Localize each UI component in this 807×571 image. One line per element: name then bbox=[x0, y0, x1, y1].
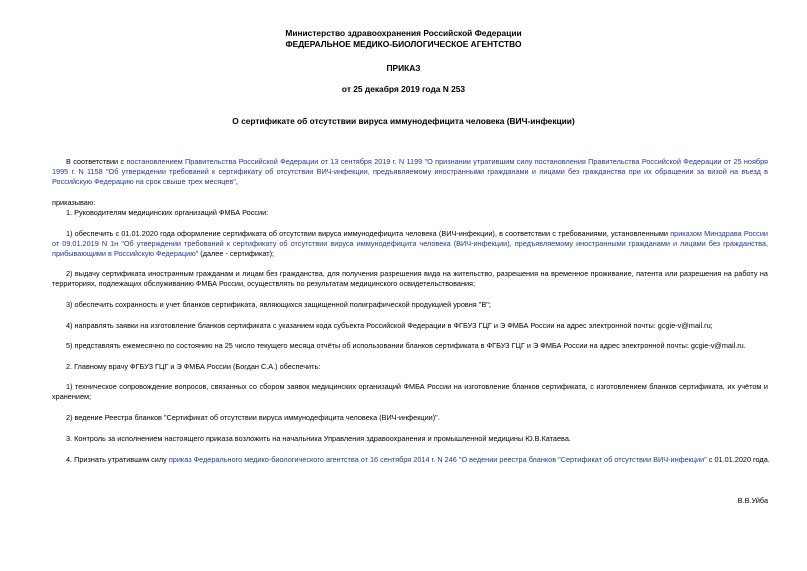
item-4-link[interactable]: приказ Федерального медико-биологического агентства от 16 сентября 2014 г. N 246 "О ведении реестра бланков "Сертификат об отсутствии ВИЧ-инфекции" bbox=[168, 455, 707, 464]
document-date-number: от 25 декабря 2019 года N 253 bbox=[341, 84, 466, 94]
item-1: 1. Руководителям медицинских организаций ФМБА России: bbox=[66, 208, 269, 217]
preamble-text: В соответствии с bbox=[66, 157, 127, 166]
item-1-4: 4) направлять заявки на изготовление бланков сертификата с указанием кода субъекта Российской Федерации в ФГБУЗ ГЦГ и Э ФМБА России на адрес электронной почты: gcgie-v@mail.ru; bbox=[66, 321, 713, 330]
order-word: приказываю: bbox=[52, 198, 96, 207]
item-4 bbox=[66, 455, 770, 465]
agency-name: ФЕДЕРАЛЬНОЕ МЕДИКО-БИОЛОГИЧЕСКОЕ АГЕНТСТВО bbox=[285, 39, 522, 49]
item-1-1-text: 1) обеспечить с 01.01.2020 года оформление сертификата об отсутствии вируса иммунодефицита человека (ВИЧ-инфекции), в соответствии с требованиями, установленными bbox=[66, 229, 671, 238]
item-1-1-text-end: (далее - сертификат); bbox=[198, 249, 275, 258]
preamble-text-end: , bbox=[235, 177, 238, 186]
preamble-paragraph bbox=[52, 157, 768, 187]
item-1-2: 2) выдачу сертификата иностранным гражданам и лицам без гражданства, для получения разрешения вида на жительство, разрешения на временное проживание, патента или разрешения на работу на территориях, подлежащих обслуживанию ФМБА России, осуществлять по результатам медицинского освидетельствования; bbox=[52, 269, 768, 288]
item-2: 2. Главному врачу ФГБУЗ ГЦГ и Э ФМБА России (Богдан С.А.) обеспечить: bbox=[66, 362, 321, 371]
signature: В.В.Уйба bbox=[737, 496, 768, 505]
item-2-2: 2) ведение Реестра бланков "Сертификат об отсутствии вируса иммунодефицита человека (ВИЧ-инфекции)". bbox=[66, 413, 440, 422]
item-1-1 bbox=[52, 229, 768, 259]
item-1-1-link[interactable]: приказом Минздрава России от 09.01.2019 N 1н "Об утверждении требований к сертификату об отсутствии вируса иммунодефицита человека (ВИЧ-инфекции), предъявляемому иностранными гражданами и лицами без гражданства, прибывающими в Российскую Федерацию" bbox=[52, 229, 768, 258]
document-type: ПРИКАЗ bbox=[386, 63, 421, 73]
item-1-5: 5) представлять ежемесячно по состоянию на 25 число текущего месяца отчёты об использовании бланков сертификата в ФГБУЗ ГЦГ и Э ФМБА России на адрес электронной почты: gcgie-v@mail.ru. bbox=[66, 341, 746, 350]
item-4-text: 4. Признать утратившим силу bbox=[66, 455, 169, 464]
ministry-name: Министерство здравоохранения Российской Федерации bbox=[285, 28, 522, 38]
preamble-link[interactable]: постановлением Правительства Российской Федерации от 13 сентября 2019 г. N 1199 "О признании утратившим силу постановления Правительства Российской Федерации от 25 ноября 1995 г. N 1158 "Об утверждении требований к сертификату об отсутствии ВИЧ-инфекции, предъявляемому иностранными гражданами и лицами без гражданства при их обращении за визой на въезд в Российскую Федерацию на срок свыше трех месяцев" bbox=[52, 157, 768, 186]
document-title: О сертификате об отсутствии вируса иммунодефицита человека (ВИЧ-инфекции) bbox=[232, 116, 575, 126]
item-4-text-end: с 01.01.2020 года. bbox=[706, 455, 770, 464]
item-1-3: 3) обеспечить сохранность и учет бланков сертификата, являющихся защищенной полиграфической продукцией уровня "В"; bbox=[66, 300, 491, 309]
item-3: 3. Контроль за исполнением настоящего приказа возложить на начальника Управления здравоохранения и промышленной медицины Ю.В.Катаева. bbox=[66, 434, 571, 443]
item-2-1: 1) техническое сопровождение вопросов, связанных со сбором заявок медицинских организаций ФМБА России на изготовление бланков сертификата, с изготовлением бланков сертификата, их учётом и хранением; bbox=[52, 382, 768, 401]
